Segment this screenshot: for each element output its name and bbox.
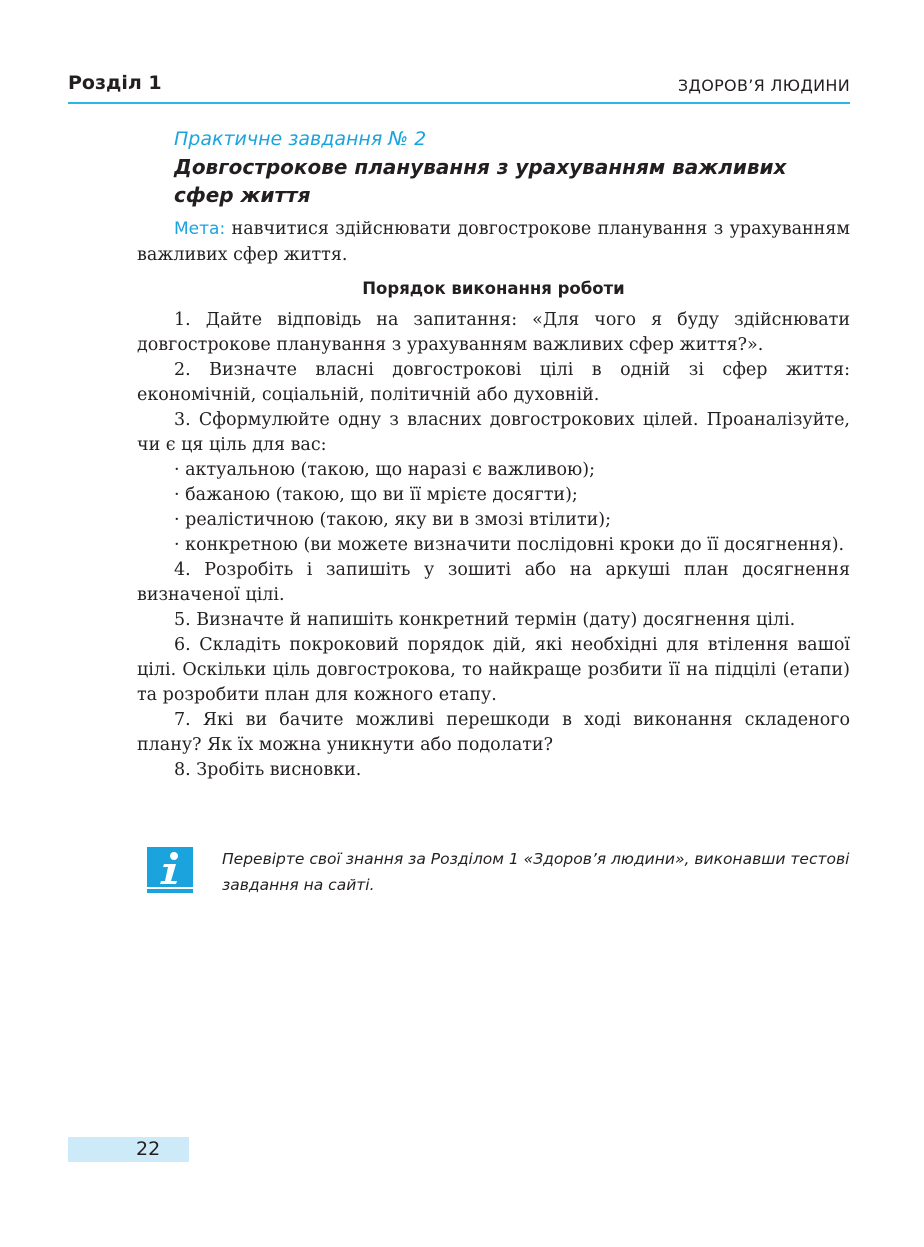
bullet-item: · актуальною (такою, що наразі є важливою); bbox=[174, 460, 596, 480]
bullet-item: · конкретною (ви можете визначити послідовні кроки до її досягнення). bbox=[174, 535, 845, 555]
procedure-steps bbox=[137, 308, 850, 783]
procedure-heading: Порядок виконання роботи bbox=[362, 279, 625, 298]
bullet-item: · реалістичною (такою, яку ви в змозі втілити); bbox=[174, 510, 612, 530]
step-8: 8. Зробіть висновки. bbox=[174, 760, 362, 780]
info-note: Перевірте свої знання за Розділом 1 «Здоров’я людини», виконавши тестові завдання на сайті. bbox=[222, 850, 850, 894]
header-divider bbox=[68, 102, 850, 104]
goal-paragraph bbox=[137, 216, 850, 268]
section-title: Розділ 1 bbox=[68, 72, 162, 94]
page-number: 22 bbox=[136, 1138, 161, 1160]
bullet-item: · бажаною (такою, що ви її мрієте досягти); bbox=[174, 485, 578, 505]
goal-label: Мета: bbox=[174, 219, 226, 239]
goal-text: навчитися здійснювати довгострокове планування з урахуванням важливих сфер життя. bbox=[137, 219, 850, 265]
step-2: 2. Визначте власні довгострокові цілі в одній зі сфер життя: економічній, соціальній, політичній або духовній. bbox=[137, 360, 850, 405]
task-title: Довгострокове планування з урахуванням важливих сфер життя bbox=[174, 155, 787, 207]
step-1: 1. Дайте відповідь на запитання: «Для чого я буду здійснювати довгострокове планування з урахуванням важливих сфер життя?». bbox=[137, 310, 850, 355]
step-7: 7. Які ви бачите можливі перешкоди в ході виконання складеного плану? Як їх можна уникнути або подолати? bbox=[137, 710, 850, 755]
step-6: 6. Складіть покроковий порядок дій, які необхідні для втілення вашої цілі. Оскільки ціль довгострокова, то найкраще розбити її на підцілі (етапи) та розробити план для кожного етапу. bbox=[137, 635, 850, 705]
step-3: 3. Сформулюйте одну з власних довгострокових цілей. Проаналізуйте, чи є ця ціль для вас: bbox=[137, 410, 850, 455]
info-icon bbox=[147, 847, 193, 893]
step-4: 4. Розробіть і запишіть у зошиті або на аркуші план досягнення визначеної цілі. bbox=[137, 560, 850, 605]
chapter-topic: ЗДОРОВ’Я ЛЮДИНИ bbox=[677, 76, 850, 95]
step-5: 5. Визначте й напишіть конкретний термін (дату) досягнення цілі. bbox=[174, 610, 796, 630]
task-label: Практичне завдання № 2 bbox=[174, 128, 427, 150]
